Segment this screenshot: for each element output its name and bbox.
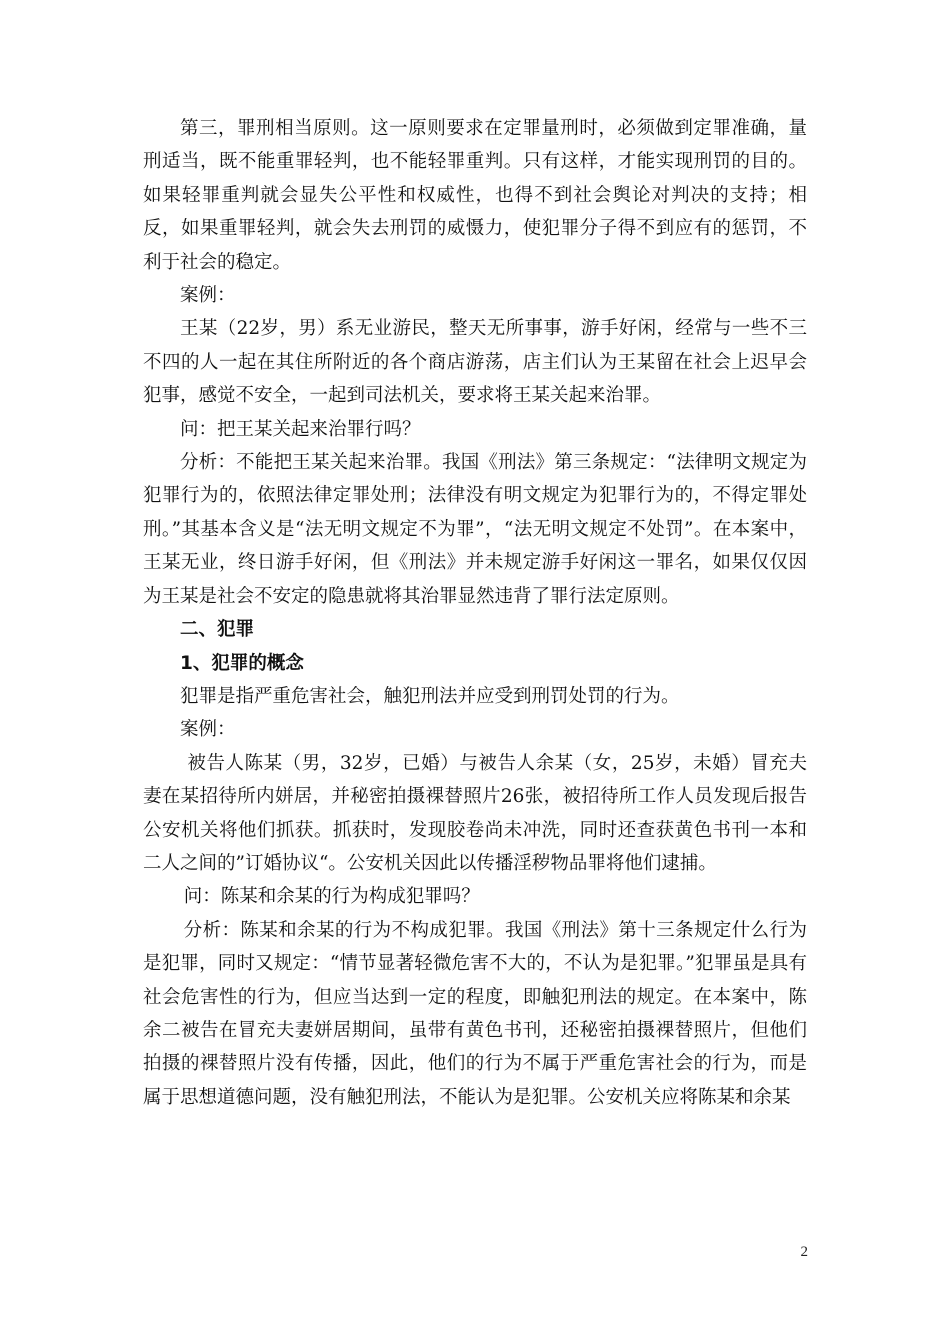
paragraph-case-wang: 王某（22岁，男）系无业游民，整天无所事事，游手好闲，经常与一些不三不四的人一起在其住所附近的各个商店游荡，店主们认为王某留在社会上迟早会犯事，感觉不安全，一起到司法机关，要求将王某关起来治罪。 (143, 318, 807, 407)
question-chen-yu: 问：陈某和余某的行为构成犯罪吗？ (183, 886, 480, 908)
paragraph-case-chen-yu: 被告人陈某（男，32岁，已婚）与被告人余某（女，25岁，未婚）冒充夫妻在某招待所内姘居，并秘密拍摄裸替照片26张，被招待所工作人员发现后报告公安机关将他们抓获。抓获时，发现胶卷尚未冲洗，同时还查获黄色书刊一本和二人之间的”订婚协议“。公安机关因此以传播淫秽物品罪将他们逮捕。 (143, 752, 807, 874)
subsection-heading-crime-concept: 1、犯罪的概念 (180, 652, 304, 674)
page-number: 2 (800, 1244, 808, 1260)
paragraph-crime-definition: 犯罪是指严重危害社会，触犯刑法并应受到刑罚处罚的行为。 (180, 685, 680, 707)
paragraph-principle-three: 第三，罪刑相当原则。这一原则要求在定罪量刑时，必须做到定罪准确，量刑适当，既不能重罪轻判，也不能轻罪重判。只有这样，才能实现刑罚的目的。如果轻罪重判就会显失公平性和权威性，也得不到社会舆论对判决的支持；相反，如果重罪轻判，就会失去刑罚的威慑力，使犯罪分子得不到应有的惩罚，不利于社会的稳定。 (143, 118, 807, 273)
case-label: 案例： (180, 285, 236, 307)
question-wang: 问：把王某关起来治罪行吗？ (180, 418, 421, 440)
analysis-chen-yu: 分析：陈某和余某的行为不构成犯罪。我国《刑法》第十三条规定什么行为是犯罪，同时又规定：“情节显著轻微危害不大的，不认为是犯罪。”犯罪虽是具有社会危害性的行为，但应当达到一定的程度，即触犯刑法的规定。在本案中，陈余二被告在冒充夫妻姘居期间，虽带有黄色书刊，还秘密拍摄裸替照片，但他们拍摄的裸替照片没有传播，因此，他们的行为不属于严重危害社会的行为，而是属于思想道德问题，没有触犯刑法，不能认为是犯罪。公安机关应将陈某和余某 (143, 919, 807, 1108)
section-heading-crime: 二、犯罪 (180, 619, 255, 641)
analysis-wang: 分析：不能把王某关起来治罪。我国《刑法》第三条规定：“法律明文规定为犯罪行为的，依照法律定罪处刑；法律没有明文规定为犯罪行为的，不得定罪处刑。”其基本含义是“法无明文规定不为罪”，“法无明文规定不处罚”。在本案中，王某无业，终日游手好闲，但《刑法》并未规定游手好闲这一罪名，如果仅仅因为王某是社会不安定的隐患就将其治罪显然违背了罪行法定原则。 (143, 452, 807, 607)
case-label: 案例： (180, 719, 236, 741)
page-body (143, 112, 807, 1114)
